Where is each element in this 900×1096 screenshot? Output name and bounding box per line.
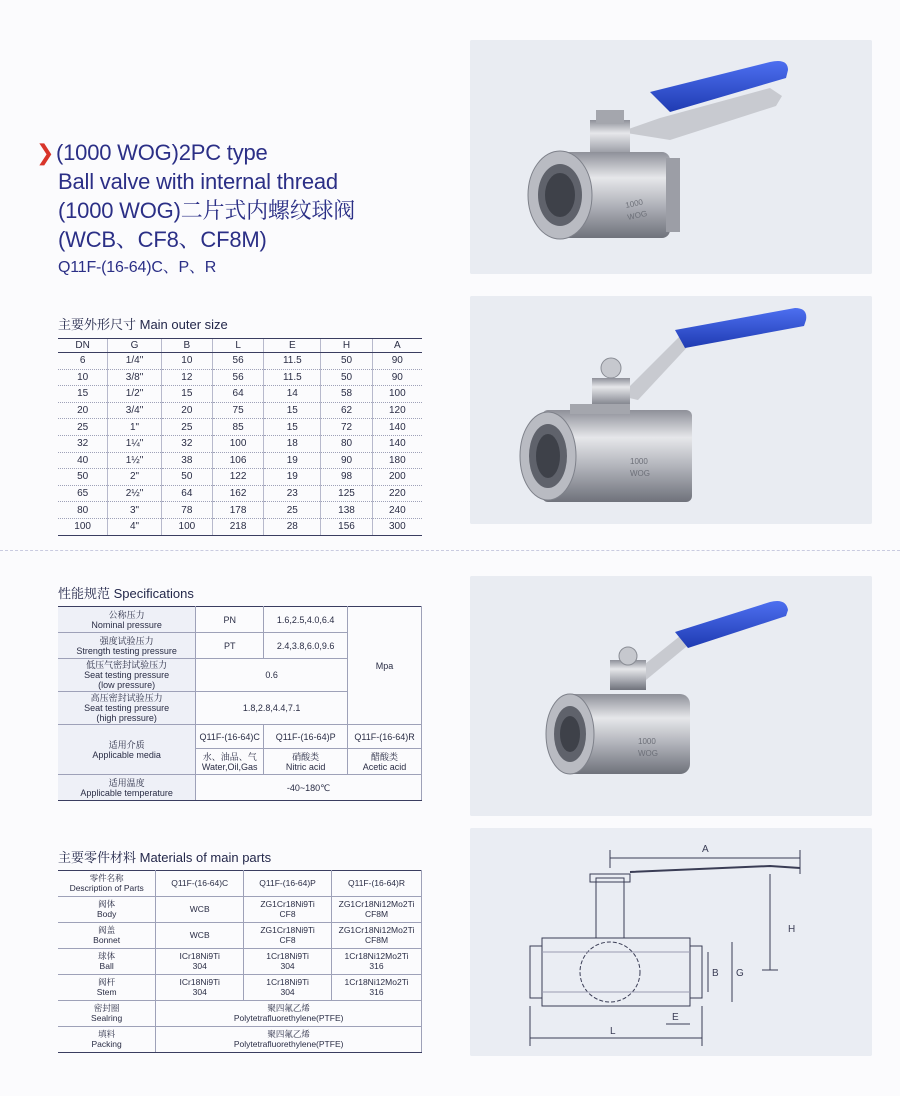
valve-photo-2 [470, 296, 872, 524]
title-description: Ball valve with internal thread [58, 169, 338, 194]
cell: 80 [58, 502, 108, 519]
cell: 100 [58, 518, 108, 535]
cell: 38 [161, 452, 212, 469]
cell: 11.5 [264, 369, 321, 386]
col-g: G [108, 339, 161, 353]
mat-line: Polytetrafluorethylene(PTFE) [233, 1012, 344, 1023]
strength-cn: 强度试验压力 [99, 635, 154, 646]
col-dn: DN [58, 339, 108, 353]
mat-line: ICr18Ni9Ti [179, 951, 220, 961]
cell: 14 [264, 386, 321, 403]
part-name [58, 949, 156, 975]
title-model-type: (1000 WOG)2PC type [56, 140, 268, 165]
cell: 2" [108, 469, 161, 486]
cell: 120 [372, 402, 422, 419]
mat-c [156, 949, 244, 975]
low-en1: Seat testing pressure [84, 670, 170, 680]
cell: 20 [58, 402, 108, 419]
cell: 50 [58, 469, 108, 486]
label-e: E [672, 1012, 679, 1023]
cell: 125 [321, 485, 372, 502]
mat-line: 1Cr18Ni9Ti [266, 977, 309, 987]
cell: 162 [212, 485, 263, 502]
title-model-codes: Q11F-(16-64)C、P、R [58, 259, 217, 276]
part-cn: 阀盖 [98, 925, 116, 935]
media-r-en: Acetic acid [362, 761, 407, 772]
mat-line: 聚四氟乙烯 [267, 1003, 310, 1013]
cell: 1½" [108, 452, 161, 469]
label-b: B [712, 968, 719, 979]
col-b: B [161, 339, 212, 353]
cell: 1¼" [108, 435, 161, 452]
cell: 3/8" [108, 369, 161, 386]
label-l: L [610, 1026, 616, 1037]
temp-en: Applicable temperature [80, 787, 173, 798]
table-row [58, 469, 422, 486]
label-g: G [736, 968, 744, 979]
part-cn: 密封圈 [93, 1003, 120, 1013]
mat-line: ZG1Cr18Ni12Mo2Ti [338, 899, 415, 909]
cell: 19 [264, 469, 321, 486]
mat-line: 1Cr18Ni12Mo2Ti [344, 977, 409, 987]
temp-label [58, 775, 196, 801]
mat-line: CF8 [279, 908, 296, 919]
mat-r [332, 949, 422, 975]
low-cn: 低压气密封试验压力 [86, 660, 168, 670]
low-value: 0.6 [196, 659, 348, 692]
cell: 19 [264, 452, 321, 469]
mat-line: ZG1Cr18Ni9Ti [260, 899, 315, 909]
spec-section-heading: 性能规范 Specifications [58, 586, 194, 601]
mat-p [244, 949, 332, 975]
valve-illustration-3 [470, 576, 872, 816]
cell: 100 [372, 386, 422, 403]
cell: 100 [212, 435, 263, 452]
spec-row-temp [58, 775, 422, 801]
media-p [264, 749, 348, 775]
desc-en: Description of Parts [69, 882, 144, 893]
media-r [348, 749, 422, 775]
cell: 178 [212, 502, 263, 519]
part-name [58, 897, 156, 923]
mat-c [156, 975, 244, 1001]
material-header [58, 871, 422, 897]
strength-value: 2.4,3.8,6.0,9.6 [264, 633, 348, 659]
cell: 78 [161, 502, 212, 519]
cell: 72 [321, 419, 372, 436]
high-value: 1.8,2.8,4.4,7.1 [196, 692, 348, 725]
cell: 6 [58, 353, 108, 370]
nominal-en: Nominal pressure [91, 619, 162, 630]
spec-row-nominal [58, 607, 422, 633]
cell: 15 [58, 386, 108, 403]
cell: 140 [372, 435, 422, 452]
body-marking-1000: 1000 [624, 197, 644, 210]
mat-line: CF8M [364, 934, 389, 945]
mat-line: 聚四氟乙烯 [267, 1029, 310, 1039]
section-divider [0, 550, 900, 551]
high-label [58, 692, 196, 725]
mat-line: CF8M [364, 908, 389, 919]
mat-line: 1Cr18Ni9Ti [266, 951, 309, 961]
technical-drawing [470, 828, 872, 1056]
media-c-en: Water,Oil,Gas [201, 761, 258, 772]
body-marking-wog: WOG [626, 208, 648, 222]
mat-r [332, 975, 422, 1001]
cell: 32 [58, 435, 108, 452]
strength-code: PT [196, 633, 264, 659]
cell: 100 [161, 518, 212, 535]
body-marking-wog: WOG [630, 469, 650, 478]
high-en2: (high pressure) [96, 713, 157, 723]
cell: 218 [212, 518, 263, 535]
cell: 98 [321, 469, 372, 486]
mat-line: WCB [189, 929, 210, 940]
cell: 90 [321, 452, 372, 469]
cell: 3" [108, 502, 161, 519]
cell: 40 [58, 452, 108, 469]
part-en: Ball [99, 960, 114, 971]
cell: 156 [321, 518, 372, 535]
valve-section-drawing [470, 828, 872, 1056]
cell: 18 [264, 435, 321, 452]
cell: 75 [212, 402, 263, 419]
table-row [58, 897, 422, 923]
cell: 106 [212, 452, 263, 469]
mat-line: 304 [192, 960, 207, 971]
table-row [58, 419, 422, 436]
cell: 56 [212, 369, 263, 386]
pressure-unit: Mpa [348, 607, 422, 725]
cell: 15 [264, 402, 321, 419]
table-row [58, 502, 422, 519]
media-r-cn: 醋酸类 [371, 751, 399, 762]
cell: 23 [264, 485, 321, 502]
media-p-en: Nitric acid [285, 761, 326, 772]
cell: 64 [161, 485, 212, 502]
cell: 56 [212, 353, 263, 370]
table-row [58, 949, 422, 975]
mat-line: 316 [369, 960, 384, 971]
table-row [58, 518, 422, 535]
cell: 50 [321, 369, 372, 386]
cell: 200 [372, 469, 422, 486]
body-marking-1000: 1000 [630, 457, 648, 466]
mat-line: Polytetrafluorethylene(PTFE) [233, 1038, 344, 1049]
mat-line: 316 [369, 986, 384, 997]
cell: 2½" [108, 485, 161, 502]
strength-label [58, 633, 196, 659]
media-cn: 适用介质 [108, 739, 145, 750]
cell: 85 [212, 419, 263, 436]
valve-photo-3 [470, 576, 872, 816]
table-row [58, 1001, 422, 1027]
media-en: Applicable media [92, 749, 161, 760]
table-row [58, 923, 422, 949]
model-p: Q11F-(16-64)P [264, 725, 348, 749]
mat-col-r: Q11F-(16-64)R [332, 871, 422, 897]
body-marking-1000: 1000 [638, 737, 656, 746]
sealring-material [156, 1001, 422, 1027]
cell: 1" [108, 419, 161, 436]
part-cn: 球体 [98, 951, 116, 961]
spec-row-models [58, 725, 422, 749]
media-label [58, 725, 196, 775]
mat-line: CF8 [279, 934, 296, 945]
label-h: H [788, 924, 796, 935]
valve-photo-1 [470, 40, 872, 274]
table-row [58, 435, 422, 452]
cell: 4" [108, 518, 161, 535]
cell: 180 [372, 452, 422, 469]
cell: 90 [372, 369, 422, 386]
low-label [58, 659, 196, 692]
model-r: Q11F-(16-64)R [348, 725, 422, 749]
mat-c [156, 897, 244, 923]
part-en: Packing [91, 1038, 122, 1049]
table-row [58, 353, 422, 370]
cell: 3/4" [108, 402, 161, 419]
col-e: E [264, 339, 321, 353]
part-cn: 阀体 [98, 899, 116, 909]
cell: 122 [212, 469, 263, 486]
mat-line: 1Cr18Ni12Mo2Ti [344, 951, 409, 961]
cell: 32 [161, 435, 212, 452]
cell: 25 [264, 502, 321, 519]
mat-r [332, 897, 422, 923]
cell: 90 [372, 353, 422, 370]
part-name [58, 1027, 156, 1053]
cell: 50 [321, 353, 372, 370]
nominal-cn: 公称压力 [108, 609, 145, 620]
title-block [36, 138, 456, 280]
part-cn: 填料 [98, 1029, 116, 1039]
part-en: Sealring [91, 1012, 123, 1023]
table-row [58, 402, 422, 419]
cell: 10 [161, 353, 212, 370]
col-a: A [372, 339, 422, 353]
material-table [58, 870, 422, 1053]
table-row [58, 386, 422, 403]
cell: 62 [321, 402, 372, 419]
cell: 80 [321, 435, 372, 452]
material-section-heading: 主要零件材料 Materials of main parts [58, 850, 272, 865]
size-section-heading: 主要外形尺寸 Main outer size [58, 317, 228, 332]
col-h: H [321, 339, 372, 353]
cell: 50 [161, 469, 212, 486]
media-p-cn: 硝酸类 [292, 751, 320, 762]
cell: 58 [321, 386, 372, 403]
size-table-header [58, 339, 422, 353]
cell: 15 [264, 419, 321, 436]
media-c-cn: 水、油品、气 [202, 751, 257, 762]
title-line-1 [36, 138, 456, 167]
cell: 25 [161, 419, 212, 436]
mat-p [244, 975, 332, 1001]
part-name [58, 923, 156, 949]
mat-line: WCB [189, 903, 210, 914]
mat-line: 304 [192, 986, 207, 997]
cell: 15 [161, 386, 212, 403]
nominal-label [58, 607, 196, 633]
media-c [196, 749, 264, 775]
desc-header [58, 871, 156, 897]
mat-col-p: Q11F-(16-64)P [244, 871, 332, 897]
cell: 65 [58, 485, 108, 502]
cell: 64 [212, 386, 263, 403]
col-l: L [212, 339, 263, 353]
high-cn: 高压密封试验压力 [90, 693, 163, 703]
cell: 10 [58, 369, 108, 386]
valve-illustration-2 [470, 296, 872, 524]
cell: 11.5 [264, 353, 321, 370]
mat-p [244, 923, 332, 949]
mat-r [332, 923, 422, 949]
part-en: Stem [96, 986, 117, 997]
model-c: Q11F-(16-64)C [196, 725, 264, 749]
high-en1: Seat testing pressure [84, 703, 170, 713]
mat-line: 304 [280, 986, 295, 997]
part-en: Body [96, 908, 117, 919]
title-chinese: (1000 WOG)二片式内螺纹球阀 [58, 198, 356, 223]
table-row [58, 485, 422, 502]
table-row [58, 452, 422, 469]
nominal-value: 1.6,2.5,4.0,6.4 [264, 607, 348, 633]
temp-cn: 适用温度 [108, 777, 145, 788]
cell: 300 [372, 518, 422, 535]
cell: 20 [161, 402, 212, 419]
valve-illustration-1 [470, 40, 872, 274]
part-name [58, 1001, 156, 1027]
mat-col-c: Q11F-(16-64)C [156, 871, 244, 897]
desc-cn: 零件名称 [89, 873, 124, 883]
mat-line: ZG1Cr18Ni12Mo2Ti [338, 925, 415, 935]
chevron-icon: ❯ [36, 140, 55, 165]
mat-line: 304 [280, 960, 295, 971]
part-cn: 阀杆 [98, 977, 116, 987]
cell: 1/4" [108, 353, 161, 370]
strength-en: Strength testing pressure [76, 645, 177, 656]
temp-value: -40~180℃ [196, 775, 422, 801]
low-en2: (low pressure) [98, 680, 156, 690]
mat-line: ICr18Ni9Ti [179, 977, 220, 987]
mat-line: ZG1Cr18Ni9Ti [260, 925, 315, 935]
packing-material [156, 1027, 422, 1053]
cell: 1/2" [108, 386, 161, 403]
table-row [58, 369, 422, 386]
title-materials: (WCB、CF8、CF8M) [58, 227, 267, 252]
mat-p [244, 897, 332, 923]
label-a: A [702, 844, 709, 855]
part-en: Bonnet [93, 934, 121, 945]
table-row [58, 975, 422, 1001]
part-name [58, 975, 156, 1001]
cell: 140 [372, 419, 422, 436]
cell: 25 [58, 419, 108, 436]
spec-table [58, 606, 422, 801]
table-row [58, 1027, 422, 1053]
body-marking-wog: WOG [638, 749, 658, 758]
cell: 220 [372, 485, 422, 502]
nominal-code: PN [196, 607, 264, 633]
mat-c [156, 923, 244, 949]
size-table [58, 338, 422, 536]
cell: 28 [264, 518, 321, 535]
cell: 12 [161, 369, 212, 386]
cell: 240 [372, 502, 422, 519]
cell: 138 [321, 502, 372, 519]
